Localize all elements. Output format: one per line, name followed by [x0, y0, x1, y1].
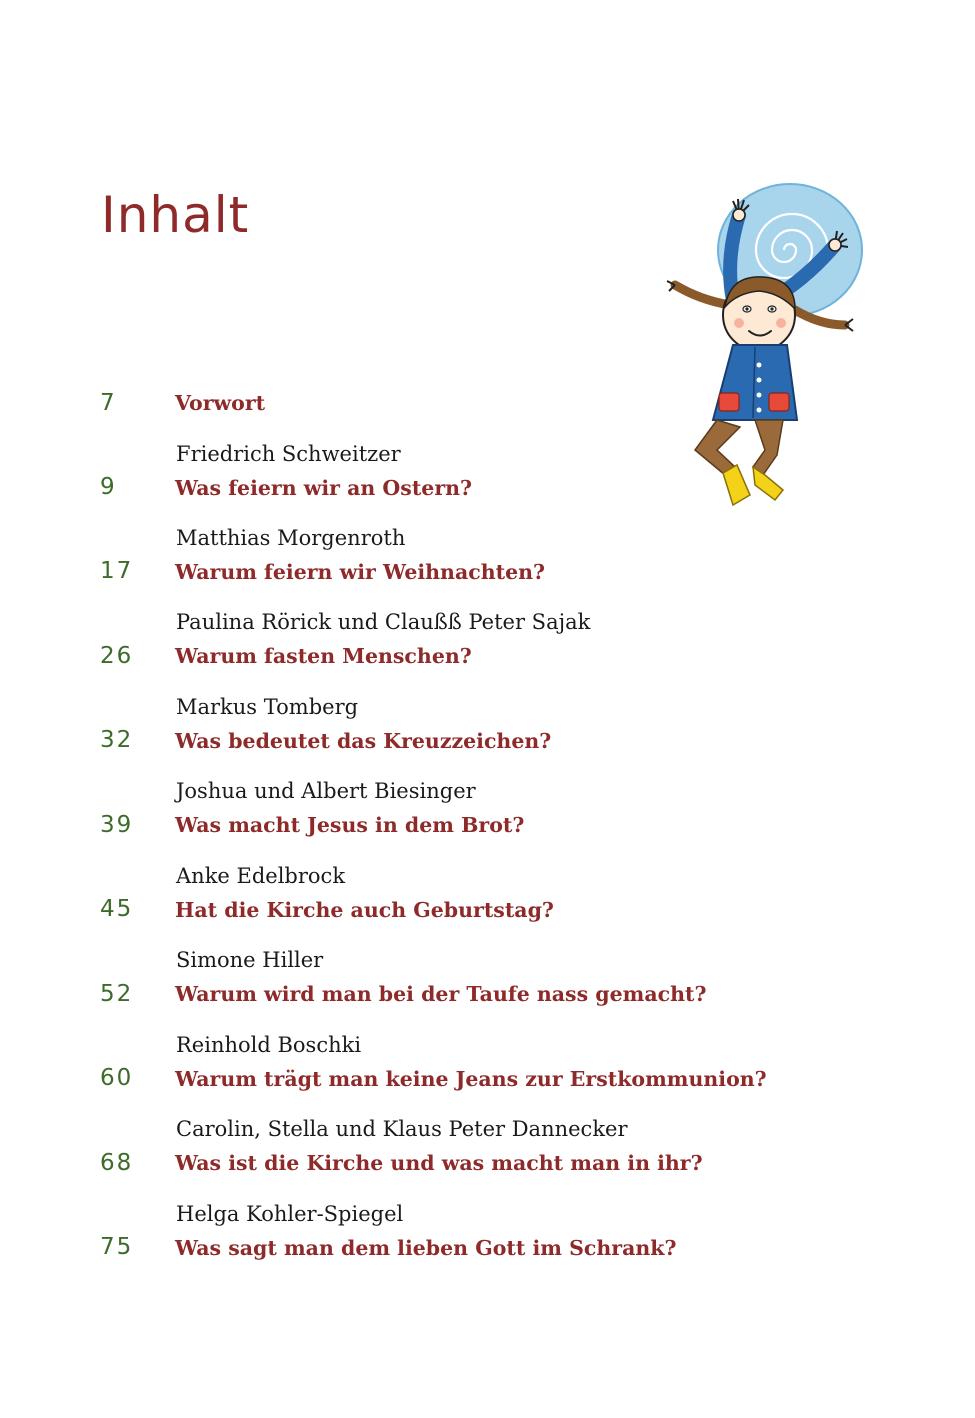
entry-title: Hat die Kirche auch Geburtstag?	[175, 898, 554, 922]
entry-title: Was bedeutet das Kreuzzeichen?	[175, 729, 552, 753]
page-number: 39	[100, 812, 134, 838]
entry-author: Reinhold Boschki	[176, 1033, 362, 1057]
page-number: 17	[100, 558, 134, 584]
entry-title: Warum feiern wir Weihnachten?	[175, 560, 546, 584]
entry-title: Was feiern wir an Ostern?	[175, 476, 473, 500]
page-number: 75	[100, 1234, 134, 1260]
entry-author: Joshua und Albert Biesinger	[176, 779, 476, 803]
entry-title: Warum fasten Menschen?	[175, 644, 472, 668]
entry-title: Warum wird man bei der Taufe nass gemacht?	[175, 982, 707, 1006]
entry-title: Was sagt man dem lieben Gott im Schrank?	[175, 1236, 677, 1260]
page-number: 26	[100, 643, 134, 669]
entry-author: Paulina Rörick und Claußß Peter Sajak	[176, 610, 591, 634]
entry-title: Vorwort	[175, 391, 266, 415]
page-number: 9	[100, 474, 117, 500]
page-number: 45	[100, 896, 134, 922]
entry-author: Simone Hiller	[176, 948, 324, 972]
entry-title: Warum trägt man keine Jeans zur Erstkommunion?	[175, 1067, 767, 1091]
page-number: 52	[100, 981, 134, 1007]
entry-author: Friedrich Schweitzer	[176, 442, 401, 466]
page-number: 32	[100, 727, 134, 753]
girl-jumping-illustration	[655, 175, 870, 520]
entry-author: Matthias Morgenroth	[176, 526, 406, 550]
entry-author: Helga Kohler-Spiegel	[176, 1202, 404, 1226]
page-number: 60	[100, 1065, 134, 1091]
entry-author: Carolin, Stella und Klaus Peter Dannecker	[176, 1117, 628, 1141]
entry-author: Markus Tomberg	[176, 695, 359, 719]
page-title: Inhalt	[101, 186, 250, 244]
entry-title: Was macht Jesus in dem Brot?	[175, 813, 525, 837]
entry-title: Was ist die Kirche und was macht man in ihr?	[175, 1151, 703, 1175]
page-number: 68	[100, 1150, 134, 1176]
entry-author: Anke Edelbrock	[176, 864, 346, 888]
page-number: 7	[100, 390, 117, 416]
